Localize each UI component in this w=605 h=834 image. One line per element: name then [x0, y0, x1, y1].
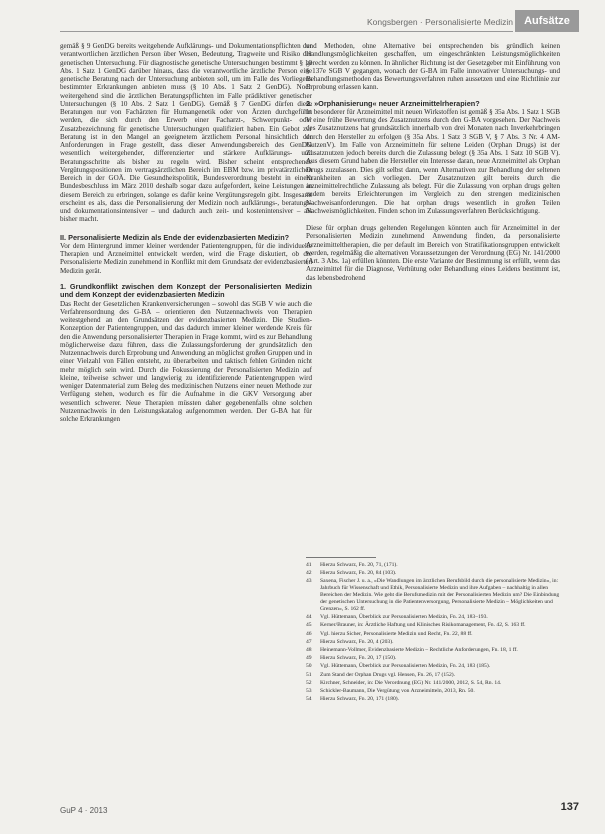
footnote — [306, 680, 560, 687]
footnote-number: 45 — [306, 622, 312, 629]
subsection-heading: 1. Grundkonflikt zwischen dem Konzept der Personalisierten Medizin und dem Konzept der evidenzbasierten Medizin — [60, 281, 312, 300]
footnote-text: Schickler-Baumann, Die Vergütung von Arzneimitteln, 2013, Rn. 50. — [320, 688, 475, 695]
footnote-number: 46 — [306, 630, 312, 637]
footnote-text: Hierzu Schwarz, Fn. 20, 71, (171). — [320, 562, 398, 568]
footnote — [306, 696, 560, 703]
footnote-text: Vgl. Hüttemann, Überblick zur Personalisierten Medizin, Fn. 24, 183 (185). — [320, 663, 491, 670]
body-paragraph: Das Recht der Gesetzlichen Krankenversicherungen – sowohl das SGB V wie auch die Verfahrensordnung des G-BA – orientieren den Nutzennachweis von Therapien weitestgehend an den Grundsätzen der evidenzbasierten Medizin. Die Studien-Konzeption der Patientengruppen, und das dadurch immer kleiner werdende Kreis für den die Anwendung personalisierter Therapien in Frage kommt, wird es zur Behandlung möglicherweise dazu führen, dass die Zulassungsforderung der grundsätzlich den Nutzennachweis durch Erprobung und Anwendung an möglichst großen Gruppen und in einer Vielzahl von Fällen entsteht, zu überarbeiten und taktisch fehlen Gründen nicht mehr möglich sein wird. Durch die Fokussierung der Personalisierten Medizin auf kleine, teilweise schwer und langwierig zu identifizierende Patientengruppen wird weniger Datenmaterial zum Beleg des medizinischen Nutzens einer neuen Methode zur Verfügung stehen, wodurch es für die Aufnahme in die GKV Versorgung aber wesentlich schwerer. Neue Therapien müssten daher gegebenenfalls ohne solchen Nutzennachweis in den Leistungskatalog aufgenommen werden. Der G-BA hat für solche Erkrankungen — [60, 299, 312, 424]
footnote-text: Kirchner, Schneider, in: Die Verordnung (EG) Nr. 141/2000, 2012, S. 54, Rn. 14. — [320, 679, 502, 686]
footnote-number: 48 — [306, 647, 312, 654]
footnote — [306, 655, 560, 662]
footnote-number: 53 — [306, 688, 312, 695]
footnote-text: Hierzu Schwarz, Fn. 20, 17 (150). — [320, 655, 397, 662]
footnote-text: Vgl. Hüttemann, Überblick zur Personalisierten Medizin, Fn. 24, 183–193. — [320, 614, 488, 621]
page-number: 137 — [560, 801, 579, 813]
body-paragraph: gemäß § 9 GenDG bereits weitgehende Aufklärungs- und Dokumentationspflichten der verantwortlichen ärztlichen Person über Wesen, Bedeutung, Tragweite und Risiko der genetischen Untersuchung. Für diagnostische genetische Untersuchungen bestimmt § 10 Abs. 1 Satz 1 GenDG darüber hinaus, dass die verantwortliche ärztliche Person eine genetische Beratung nach der Untersuchung anbieten soll, um im Falle des Vorliegens bestimmter Erkrankungen anbieten muss (§ 10 Abs. 1 Satz 2 GenDG). Noch weitergehend sind die ärztlichen Beratungspflichten im Falle prädiktiver genetischer Untersuchungen (§ 10 Abs. 2 Satz 1 GenDG). Gemäß § 7 GenDG dürfen diese Beratungen nur von Fachärzten für Humangenetik oder von Ärzten durchgeführt werden, die sich durch den Erwerb einer Facharzt-, Schwerpunkt- oder Zusatzbezeichnung für genetische Untersuchungen qualifiziert haben. Ein Gebot zur Beratung ist in den Mangel an geeignetem ärztlichem Personal hinsichtlich der Anforderungen in Frage gestellt, dass dieser Anwendungsbereich des GenDG wesentlich weitergehender, differenzierter und stärkere Aufklärungs- und Beratungsschritte als bisher zu regeln wird. Bisher scheint entsprechende Vergütungspositionen im vertragsärztlichen Bereich im EBM bzw. im privatärztlichen Bereich in der GOÄ. Die Gesundheitspolitik, Bundesverordnung besteht in einem Bundesbeschluss im März 2010 deshalb sogar dazu aufgefordert, keine Leistungen in diesem Bereich zu erbringen, solange es dafür keine Vergütungsregeln gibt. Insgesamt erscheint es als, dass die Personalisierung der Medizin noch aufklärungs-, beratungs- und dokumentationsintensiver – und dadurch auch zeit- und kostenintensiver – als bisher macht. — [60, 42, 312, 224]
footnote-number: 51 — [306, 671, 312, 678]
footnote — [306, 688, 560, 695]
footnote-text: Hierzu Schwarz, Fn. 20, 84 (103). — [320, 570, 397, 577]
footnote-number: 49 — [306, 655, 312, 662]
footnote-text: Zum Stand der Orphan Drugs vgl. Hensen, Fn. 26, 17 (152). — [320, 671, 456, 678]
footnote-text: Kerner/Brauner, in: Ärztliche Haftung und Klinisches Risikomanagement, Fn. 42, S. 163 ff. — [320, 622, 526, 629]
header-rule — [60, 31, 513, 32]
running-title: Kongsbergen · Personalisierte Medizin — [367, 17, 513, 27]
section-tag: Aufsätze — [515, 10, 579, 32]
footnote-text: Saxena, Fischer J. u. a., »Die Wandlungen im ärztlichen Berufsbild durch die personalisierte Medizin«, in: Jahrbuch für Wissenschaft und Ethik, Personalisierte Medizin und ihre Aufgaben – nachhaltig in allen Bereichen der Medizin. Wie geht die Berufsmedizin mit der Personalisierten Medizin um? Die Einbindung der genetischen Untersuchung in die Patientenversorgung, Personalisierte Medizin – Möglichkeiten und Grenzen«, S. 162 ff. — [320, 578, 560, 613]
footnote — [306, 663, 560, 670]
footnote — [306, 614, 560, 621]
body-paragraph: und Methoden, ohne Alternative bei entsprechenden bis gründlich keinen Handlungsmöglichkeiten geschaffen, um eingeschränkten Leistungsmöglichkeiten gerecht werden zu können. In ähnlicher Richtung ist der Gesetzgeber mit Einführung von § 137e SGB V gegangen, wonach der G-BA im Falle innovativer Untersuchungs- und Behandlungsmethoden das Bewertungsverfahren ruhen aussetzen und eine Richtlinie zur Erprobung erlassen kann. — [306, 42, 560, 92]
body-paragraph: In besonderer für Arzneimittel mit neuen Wirkstoffen ist gemäß § 35a Abs. 1 Satz 1 SGB V eine frühe Bewertung des Zusatznutzens durch den G-BA vorgesehen. Der Nachweis des Zusatznutzens hat grundsätzlich innerhalb von drei Monaten nach Inverkehrbringen durch den Hersteller zu erfolgen (§ 35a Abs. 1 Satz 3 SGB V, § 7 Abs. 3 Nr. 4 AM-NutzenV). Im Falle von Arzneimitteln für seltene Leiden (Orphan Drugs) ist der Zusatznutzen jedoch bereits durch die Zulassung belegt (§ 35a Abs. 1 Satz 10 SGB V). Aus diesem Grund haben die Hersteller ein Interesse daran, neue Arzneimittel als Orphan Drugs zuzulassen. Dies gilt selbst dann, wenn Alternativen zur Behandlung der seltenen Krankheiten an sich vorliegen. Der Zusatznutzen gilt bereits durch die arzneimittelrechtliche Zulassung als belegt. Für die Zulassung von orphan drugs gelten zudem bereits Erleichterungen im Vergleich zu den strengen medizinischen Nachweisanforderungen. Die hat orphan drugs wesentlich in großen Teilen Nachweismöglichkeiten. Finden schon im Zulassungsverfahren Berücksichtigung. — [306, 107, 560, 215]
footnote-number: 52 — [306, 679, 312, 686]
footnote — [306, 562, 560, 569]
footnote-number: 43 — [306, 578, 312, 585]
footnote-text: Heinemann-Vollmer, Evidenzbasierte Medizin – Rechtliche Anforderungen, Fn. 18, 1 ff. — [320, 647, 518, 654]
body-paragraph: Vor dem Hintergrund immer kleiner werdender Patientengruppen, für die individuelle Therapien und Arzneimittel entwickelt werden, wird die Frage diskutiert, ob die Personalisierte Medizin zunehmend in Konflikt mit dem Grundsatz der evidenzbasierten Medizin gerät. — [60, 241, 312, 275]
issue-label: GuP 4 · 2013 — [60, 806, 108, 815]
running-header — [0, 10, 605, 36]
footnote-number: 54 — [306, 696, 312, 703]
footnotes — [306, 562, 560, 704]
footnote-rule — [306, 557, 376, 558]
body-paragraph: Diese für orphan drugs geltenden Regelungen könnten auch für Arzneimittel in der Personalisierten Medizin zunehmend Anwendung finden, da personalisierte Arzneimitteltherapien, die per default im Bereich von Stratifikationsgruppen entwickelt werden, regelmäßig die alternativen Voraussetzungen der Verordnung (EG) Nr. 141/2000 (Art. 3 Abs. 1a) erfüllen könnten. Die erste Variante der Bestimmung ist erfüllt, wenn das Arzneimittel für die Diagnose, Verhütung oder Behandlung eines Leidens bestimmt ist, das lebensbedrohend — [306, 224, 560, 282]
footnote-text: Hierzu Schwarz, Fn. 20, 4 (203). — [320, 638, 394, 645]
section-heading: II. Personalisierte Medizin als Ende der evidenzbasierten Medizin? — [60, 232, 290, 242]
right-column — [306, 42, 560, 562]
footnote-text: Hierzu Schwarz, Fn. 20, 171 (180). — [320, 696, 400, 703]
footnote — [306, 672, 560, 679]
footnote — [306, 639, 560, 646]
footnote-number: 44 — [306, 614, 312, 621]
footnote — [306, 578, 560, 613]
left-column — [60, 42, 312, 802]
footnote — [306, 647, 560, 654]
footnote-number: 50 — [306, 663, 312, 670]
footnote — [306, 622, 560, 629]
footnote — [306, 631, 560, 638]
footnote-number: 47 — [306, 638, 312, 645]
subsection-heading: 2. »Orphanisierung« neuer Arzneimittelrherapien? — [306, 98, 480, 108]
footnote-text: Vgl. hierzu Sicher, Personalisierte Medizin und Recht, Fn. 22, 88 ff. — [320, 630, 473, 637]
footnote — [306, 570, 560, 577]
footnote-number: 41 — [306, 562, 312, 568]
footnote-number: 42 — [306, 570, 312, 577]
